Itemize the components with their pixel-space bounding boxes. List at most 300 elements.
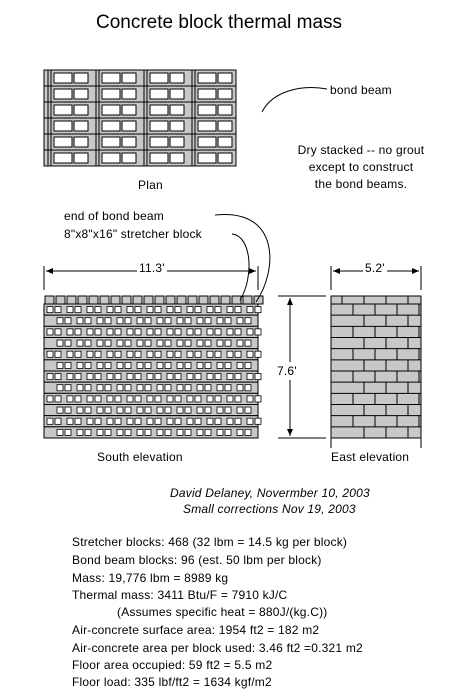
block-core	[237, 362, 243, 368]
stretcher-block-leader	[232, 234, 249, 300]
plan-block-cell	[54, 121, 72, 131]
block-core	[205, 318, 211, 324]
bond-beam-block	[243, 296, 252, 304]
block-core	[155, 374, 161, 380]
block-core	[187, 351, 193, 357]
bond-beam-block	[210, 296, 219, 304]
block-core	[215, 374, 221, 380]
plan-block-cell	[150, 105, 168, 115]
block-core	[195, 351, 201, 357]
block-core	[57, 407, 63, 413]
block-core	[95, 329, 101, 335]
block-core	[105, 385, 111, 391]
plan-block-cell	[218, 73, 232, 83]
block-core	[207, 374, 213, 380]
end-of-bond-beam-leader	[215, 214, 270, 302]
block-core	[87, 418, 93, 424]
block-core	[75, 396, 81, 402]
block-core	[47, 418, 53, 424]
block-core	[155, 396, 161, 402]
block-core	[217, 385, 223, 391]
plan-block-cell	[170, 121, 184, 131]
block-core	[105, 407, 111, 413]
block-core	[85, 362, 91, 368]
block-core	[155, 329, 161, 335]
south-elevation-label: South elevation	[97, 450, 183, 464]
block-core	[137, 407, 143, 413]
east-elevation-label: East elevation	[331, 450, 410, 464]
block-core	[245, 407, 251, 413]
plan-block-cell	[54, 153, 72, 163]
end-of-bond-beam-label: end of bond beam	[64, 209, 164, 223]
block-core	[195, 418, 201, 424]
block-core	[205, 362, 211, 368]
block-core	[57, 362, 63, 368]
note-line-1: Dry stacked -- no grout	[297, 143, 425, 157]
spec-line-7: Air-concrete area per block used: 3.46 ft2 =0.321 m2	[72, 641, 363, 655]
block-core	[47, 374, 53, 380]
block-core	[195, 329, 201, 335]
block-core	[225, 407, 231, 413]
block-core	[67, 374, 73, 380]
block-core	[157, 429, 163, 435]
bond-beam-block	[221, 296, 230, 304]
plan-block-cell	[74, 121, 88, 131]
block-core	[95, 418, 101, 424]
block-core	[155, 418, 161, 424]
block-core	[235, 307, 241, 313]
block-core	[85, 407, 91, 413]
bond-beam-block	[78, 296, 87, 304]
block-core	[207, 418, 213, 424]
plan-block-cell	[54, 137, 72, 147]
block-core	[107, 329, 113, 335]
block-core	[57, 318, 63, 324]
plan-block-cell	[198, 153, 216, 163]
block-core	[115, 418, 121, 424]
block-core	[125, 385, 131, 391]
block-core	[225, 385, 231, 391]
plan-block-cell	[170, 153, 184, 163]
block-core	[185, 318, 191, 324]
block-core	[55, 374, 61, 380]
block-core	[197, 407, 203, 413]
block-core	[55, 418, 61, 424]
plan-block-cell	[122, 121, 136, 131]
block-core	[237, 340, 243, 346]
block-core	[195, 396, 201, 402]
block-core	[157, 340, 163, 346]
note-line-3: the bond beams.	[314, 177, 408, 191]
block-core	[85, 429, 91, 435]
block-core	[127, 396, 133, 402]
block-core	[87, 396, 93, 402]
block-core	[155, 351, 161, 357]
block-core	[107, 351, 113, 357]
block-core	[105, 340, 111, 346]
block-core	[107, 418, 113, 424]
block-core	[245, 385, 251, 391]
block-core	[165, 362, 171, 368]
block-core	[197, 340, 203, 346]
block-core	[117, 407, 123, 413]
block-core	[235, 374, 241, 380]
block-core	[217, 340, 223, 346]
plan-label: Plan	[138, 178, 163, 192]
block-core	[105, 318, 111, 324]
block-core	[217, 318, 223, 324]
block-core	[157, 385, 163, 391]
block-core	[115, 374, 121, 380]
block-core	[255, 307, 261, 313]
block-core	[205, 429, 211, 435]
plan-block-cell	[122, 89, 136, 99]
block-core	[177, 318, 183, 324]
block-core	[85, 385, 91, 391]
plan-block-cell	[170, 73, 184, 83]
page-title: Concrete block thermal mass	[96, 12, 343, 33]
block-core	[115, 396, 121, 402]
block-core	[95, 351, 101, 357]
block-core	[185, 429, 191, 435]
plan-block-cell	[74, 89, 88, 99]
block-core	[177, 362, 183, 368]
block-core	[247, 351, 253, 357]
plan-block-cell	[198, 73, 216, 83]
block-core	[147, 351, 153, 357]
block-core	[237, 385, 243, 391]
plan-block-cell	[122, 105, 136, 115]
block-core	[217, 429, 223, 435]
dim-arrow	[46, 268, 53, 274]
corrections-credit: Small corrections Nov 19, 2003	[183, 502, 356, 516]
block-core	[107, 396, 113, 402]
bond-beam-block	[177, 296, 186, 304]
block-core	[237, 429, 243, 435]
block-core	[135, 374, 141, 380]
block-core	[235, 396, 241, 402]
block-core	[225, 362, 231, 368]
block-core	[165, 340, 171, 346]
bond-beam-block	[111, 296, 120, 304]
plan-block-cell	[218, 137, 232, 147]
block-core	[177, 429, 183, 435]
block-core	[175, 307, 181, 313]
block-core	[77, 340, 83, 346]
block-core	[197, 429, 203, 435]
block-core	[215, 351, 221, 357]
plan-block-cell	[102, 73, 120, 83]
block-core	[217, 407, 223, 413]
plan-block-cell	[102, 153, 120, 163]
block-core	[165, 385, 171, 391]
block-core	[185, 362, 191, 368]
plan-block-cell	[150, 73, 168, 83]
plan-block-cell	[54, 89, 72, 99]
block-core	[225, 429, 231, 435]
block-core	[165, 429, 171, 435]
block-core	[157, 318, 163, 324]
block-core	[185, 340, 191, 346]
block-core	[57, 385, 63, 391]
block-core	[247, 418, 253, 424]
block-core	[205, 407, 211, 413]
dim-arrow	[249, 268, 256, 274]
plan-block-cell	[170, 105, 184, 115]
block-core	[65, 407, 71, 413]
block-core	[167, 418, 173, 424]
block-core	[55, 329, 61, 335]
block-core	[97, 385, 103, 391]
plan-block-cell	[102, 89, 120, 99]
block-core	[177, 340, 183, 346]
block-core	[235, 351, 241, 357]
block-core	[95, 307, 101, 313]
bond-beam-block	[199, 296, 208, 304]
block-core	[255, 351, 261, 357]
block-core	[125, 340, 131, 346]
plan-block-cell	[102, 121, 120, 131]
block-core	[127, 374, 133, 380]
block-core	[157, 407, 163, 413]
block-core	[205, 385, 211, 391]
block-core	[185, 385, 191, 391]
block-core	[47, 329, 53, 335]
dim-arrow	[287, 429, 293, 436]
block-core	[147, 307, 153, 313]
block-core	[117, 385, 123, 391]
block-core	[187, 307, 193, 313]
block-core	[47, 307, 53, 313]
bond-beam-block	[133, 296, 142, 304]
bond-beam-block	[188, 296, 197, 304]
block-core	[67, 396, 73, 402]
bond-beam-block	[232, 296, 241, 304]
block-core	[67, 418, 73, 424]
block-core	[147, 396, 153, 402]
spec-line-8: Floor area occupied: 59 ft2 = 5.5 m2	[72, 658, 273, 672]
bond-beam-block	[155, 296, 164, 304]
block-core	[207, 396, 213, 402]
plan-block-cell	[102, 137, 120, 147]
block-core	[117, 340, 123, 346]
plan-block-cell	[218, 89, 232, 99]
plan-block-cell	[74, 153, 88, 163]
block-core	[77, 362, 83, 368]
plan-block-cell	[54, 73, 72, 83]
block-core	[75, 374, 81, 380]
height-dimension: 7.6'	[277, 364, 297, 378]
plan-view	[44, 70, 236, 166]
block-core	[177, 407, 183, 413]
dim-arrow	[412, 268, 419, 274]
block-core	[47, 396, 53, 402]
block-core	[195, 374, 201, 380]
block-core	[65, 385, 71, 391]
block-core	[67, 307, 73, 313]
block-core	[237, 407, 243, 413]
block-core	[77, 385, 83, 391]
block-core	[137, 362, 143, 368]
block-core	[105, 429, 111, 435]
plan-block-cell	[150, 121, 168, 131]
plan-block-cell	[74, 137, 88, 147]
block-core	[77, 318, 83, 324]
block-core	[245, 340, 251, 346]
block-core	[215, 307, 221, 313]
bond-beam-block	[166, 296, 175, 304]
block-core	[225, 340, 231, 346]
plan-block-cell	[170, 137, 184, 147]
block-core	[165, 407, 171, 413]
block-core	[85, 340, 91, 346]
block-core	[147, 329, 153, 335]
block-core	[97, 407, 103, 413]
block-core	[247, 307, 253, 313]
block-core	[125, 318, 131, 324]
bond-beam-label: bond beam	[330, 83, 392, 97]
block-core	[175, 396, 181, 402]
plan-block-cell	[198, 89, 216, 99]
block-core	[135, 396, 141, 402]
block-core	[65, 429, 71, 435]
block-core	[65, 362, 71, 368]
block-core	[125, 407, 131, 413]
plan-block-cell	[102, 105, 120, 115]
east-elevation-view	[331, 296, 421, 448]
plan-block-cell	[74, 105, 88, 115]
block-core	[135, 307, 141, 313]
block-core	[127, 329, 133, 335]
block-core	[107, 374, 113, 380]
block-core	[235, 329, 241, 335]
bond-beam-block	[56, 296, 65, 304]
block-core	[75, 329, 81, 335]
block-core	[107, 307, 113, 313]
spec-line-4: Thermal mass: 3411 Btu/F = 7910 kJ/C	[72, 588, 288, 602]
block-core	[55, 351, 61, 357]
block-core	[255, 374, 261, 380]
block-core	[57, 429, 63, 435]
note-line-2: except to construct	[308, 160, 414, 174]
bond-beam-leader	[262, 88, 327, 112]
block-core	[57, 340, 63, 346]
plan-block-cell	[150, 89, 168, 99]
block-core	[87, 351, 93, 357]
author-credit: David Delaney, Novermber 10, 2003	[170, 486, 370, 500]
block-core	[167, 374, 173, 380]
block-core	[65, 318, 71, 324]
block-core	[207, 351, 213, 357]
block-core	[97, 362, 103, 368]
spec-line-1: Stretcher blocks: 468 (32 lbm = 14.5 kg per block)	[72, 535, 348, 549]
block-core	[65, 340, 71, 346]
south-elevation-view	[44, 296, 263, 438]
spec-line-3: Mass: 19,776 lbm = 8989 kg	[72, 571, 229, 585]
block-core	[225, 318, 231, 324]
block-core	[215, 396, 221, 402]
block-core	[147, 374, 153, 380]
block-core	[115, 329, 121, 335]
block-core	[237, 318, 243, 324]
plan-block-cell	[122, 73, 136, 83]
block-core	[175, 351, 181, 357]
block-core	[207, 329, 213, 335]
dim-arrow	[333, 268, 340, 274]
bond-beam-block	[45, 296, 54, 304]
block-core	[157, 362, 163, 368]
block-core	[75, 307, 81, 313]
block-core	[125, 362, 131, 368]
block-core	[187, 329, 193, 335]
bond-beam-block	[67, 296, 76, 304]
block-core	[175, 418, 181, 424]
plan-block-cell	[150, 137, 168, 147]
block-core	[135, 418, 141, 424]
block-core	[215, 329, 221, 335]
spec-line-6: Air-concrete surface area: 1954 ft2 = 182 m2	[72, 623, 320, 637]
block-core	[97, 318, 103, 324]
block-core	[75, 418, 81, 424]
block-core	[227, 307, 233, 313]
block-core	[197, 385, 203, 391]
block-core	[247, 374, 253, 380]
block-core	[227, 418, 233, 424]
block-core	[115, 351, 121, 357]
bond-beam-block	[100, 296, 109, 304]
block-core	[135, 329, 141, 335]
spec-line-2: Bond beam blocks: 96 (est. 50 lbm per block)	[72, 553, 322, 567]
block-core	[67, 329, 73, 335]
block-core	[87, 329, 93, 335]
spec-line-9: Floor load: 335 lbf/ft2 = 1634 kgf/m2	[72, 675, 272, 689]
block-core	[175, 374, 181, 380]
block-core	[145, 407, 151, 413]
plan-block-cell	[54, 105, 72, 115]
block-core	[55, 396, 61, 402]
block-core	[167, 329, 173, 335]
block-core	[75, 351, 81, 357]
block-core	[117, 429, 123, 435]
block-core	[127, 418, 133, 424]
block-core	[255, 418, 261, 424]
plan-block-cell	[198, 105, 216, 115]
block-core	[117, 362, 123, 368]
block-core	[145, 362, 151, 368]
block-core	[135, 351, 141, 357]
block-core	[215, 418, 221, 424]
block-core	[205, 340, 211, 346]
block-core	[245, 318, 251, 324]
block-core	[245, 429, 251, 435]
block-core	[247, 329, 253, 335]
block-core	[87, 307, 93, 313]
block-core	[127, 307, 133, 313]
block-core	[115, 307, 121, 313]
block-core	[137, 318, 143, 324]
plan-block-cell	[198, 137, 216, 147]
block-core	[87, 374, 93, 380]
block-core	[227, 351, 233, 357]
block-core	[137, 385, 143, 391]
stretcher-block-label: 8"x8"x16" stretcher block	[64, 227, 202, 241]
block-core	[247, 396, 253, 402]
bond-beam-block	[122, 296, 131, 304]
block-core	[227, 374, 233, 380]
block-core	[145, 340, 151, 346]
block-core	[125, 429, 131, 435]
block-core	[77, 407, 83, 413]
